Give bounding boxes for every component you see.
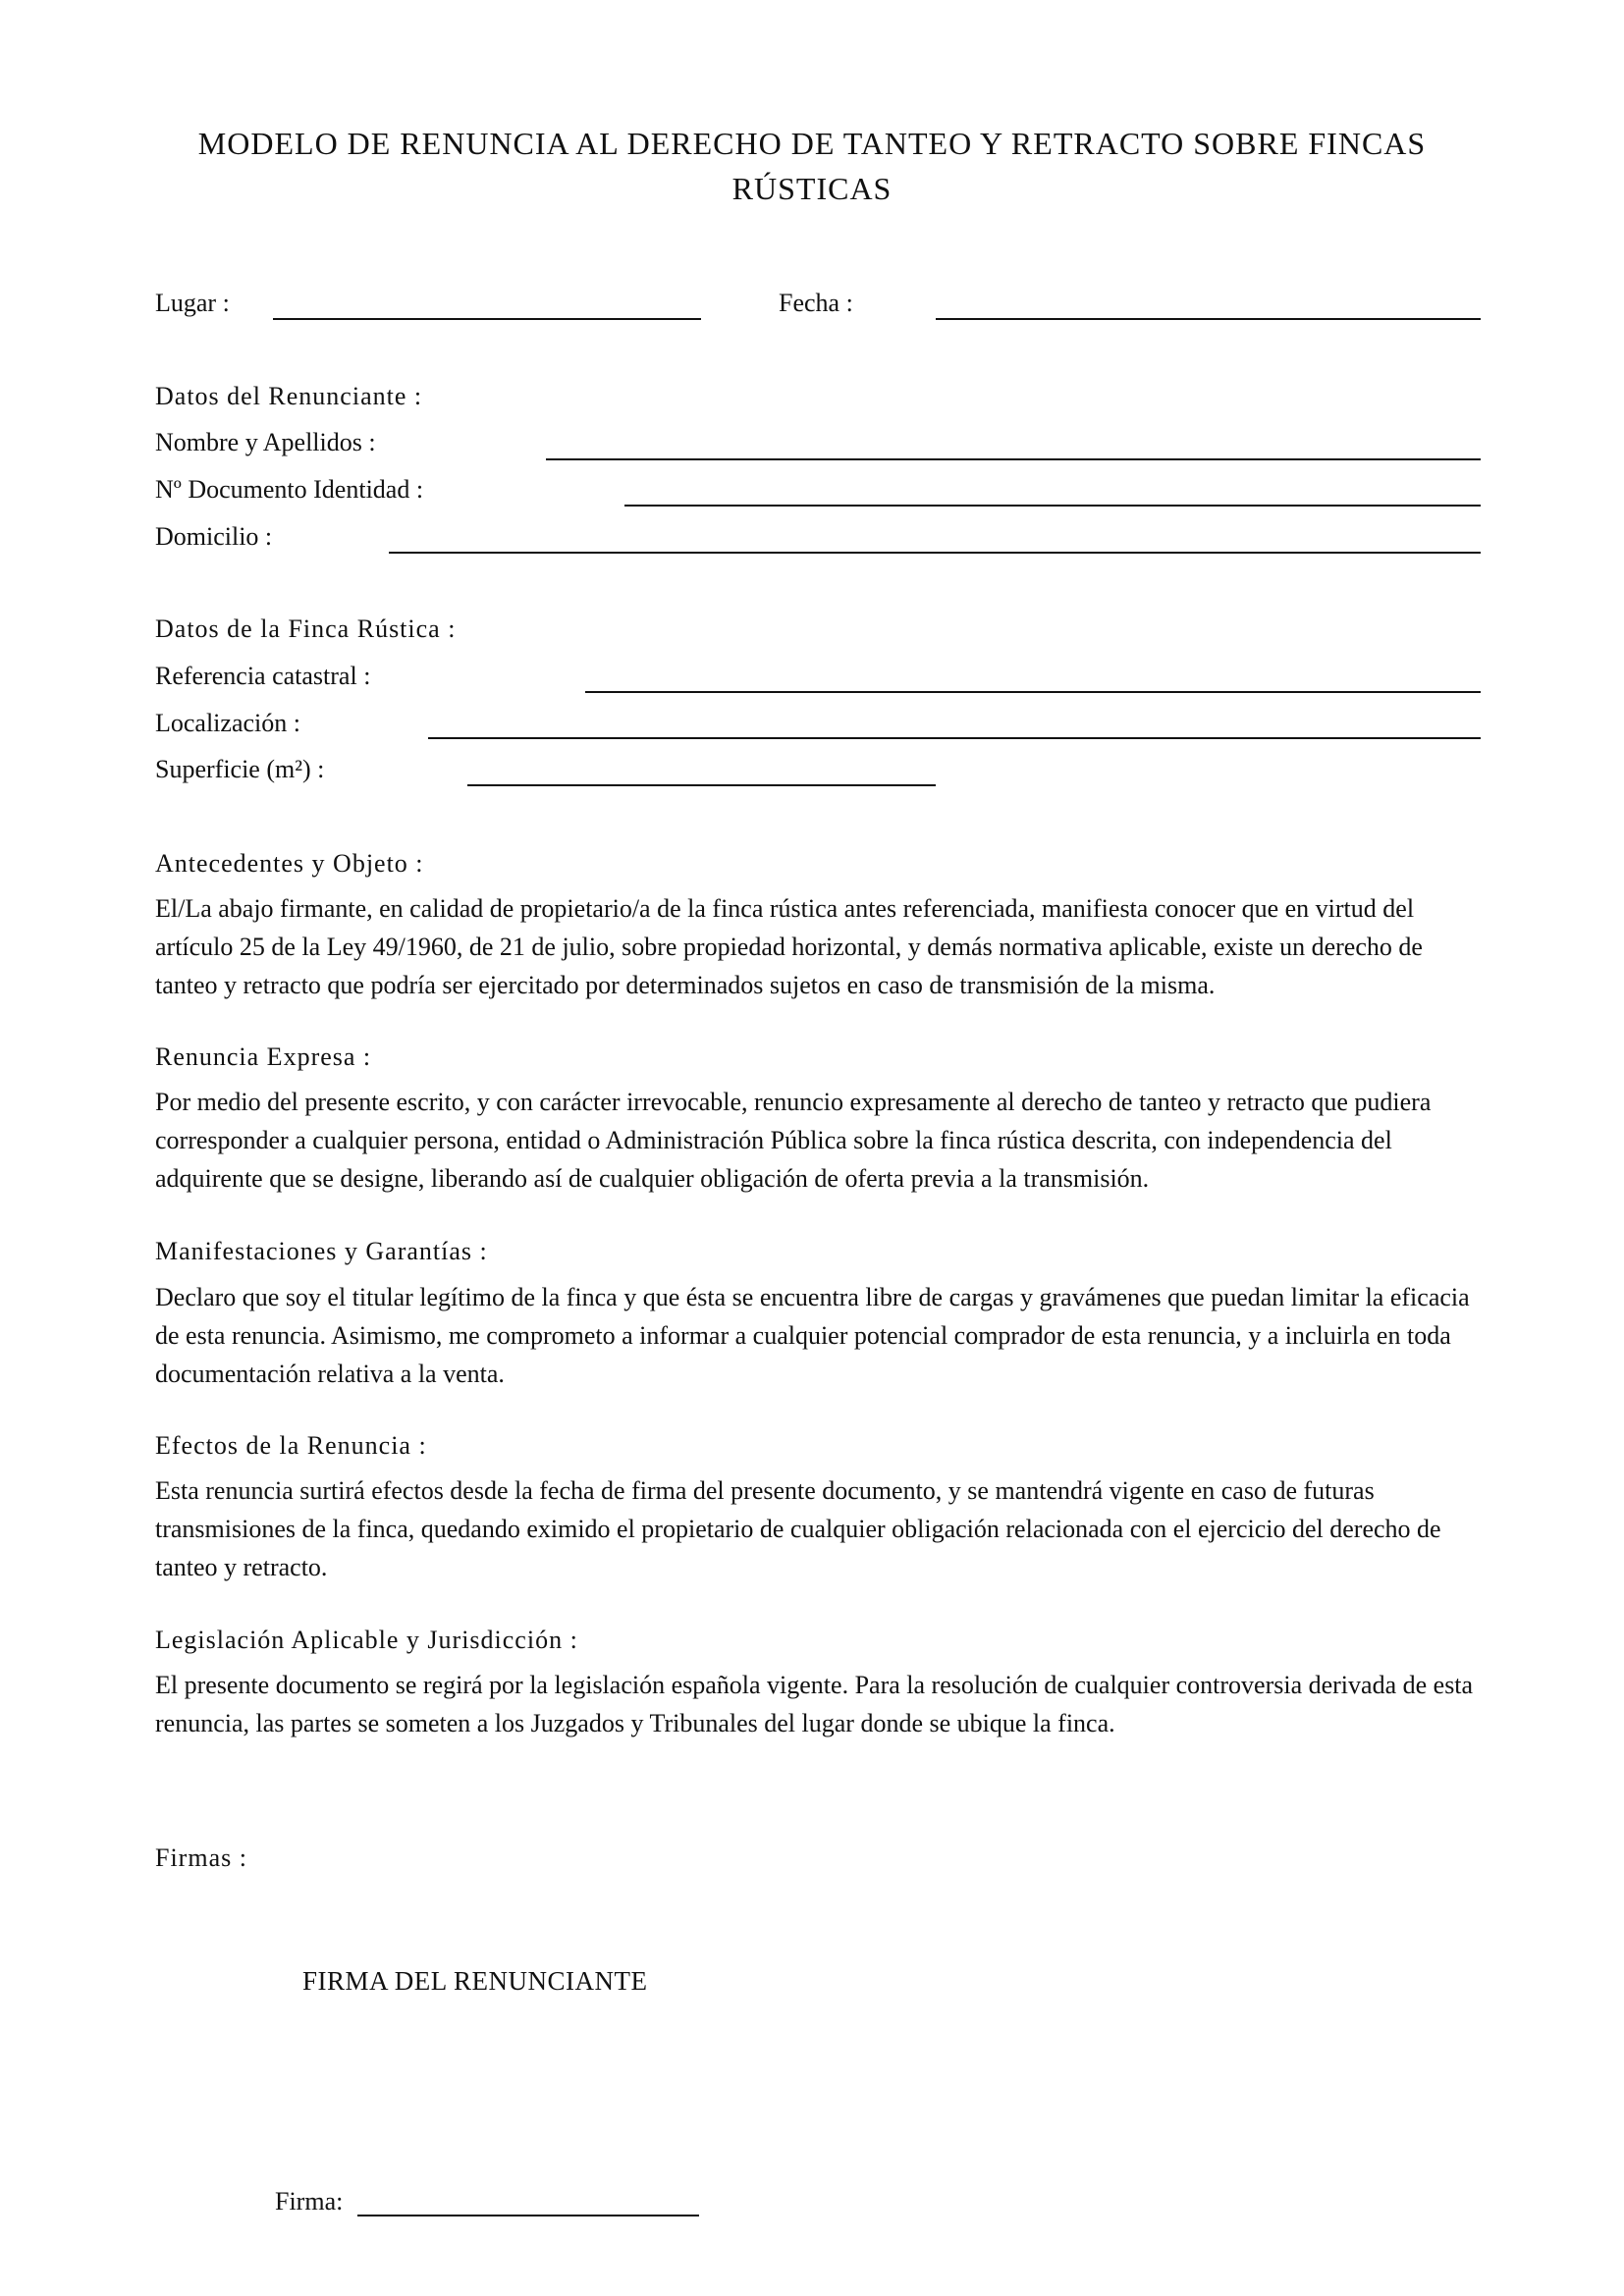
referencia-label: Referencia catastral : <box>155 662 371 690</box>
domicilio-field[interactable] <box>389 552 1481 554</box>
section-text-antecedentes: El/La abajo firmante, en calidad de propietario/a de la finca rústica antes referenciada, manifiesta conocer que en virtud del artículo 25 de la Ley 49/1960, de 21 de julio, sobre propiedad horizontal, y demás normativa aplicable, existe un derecho de tanteo y retracto que podría ser ejercitado por determinados sujetos en caso de transmisión de la misma. <box>155 894 1423 999</box>
localizacion-field[interactable] <box>428 737 1481 739</box>
document-title-line-2: RÚSTICAS <box>731 171 893 206</box>
fecha-field[interactable] <box>936 318 1481 320</box>
section-text-efectos: Esta renuncia surtirá efectos desde la fecha de firma del presente documento, y se mantendrá vigente en caso de futuras transmisiones de la finca, quedando eximido el propietario de cualquier obligación relacionada con el ejercicio del derecho de tanteo y retracto. <box>155 1476 1441 1581</box>
documento-label: Nº Documento Identidad : <box>155 475 424 504</box>
section-heading-legislacion: Legislación Aplicable y Jurisdicción : <box>155 1626 578 1654</box>
lugar-field[interactable] <box>273 318 701 320</box>
firma-field[interactable] <box>357 2215 699 2216</box>
lugar-label: Lugar : <box>155 289 230 317</box>
section-heading-antecedentes: Antecedentes y Objeto : <box>155 849 424 878</box>
referencia-field[interactable] <box>585 691 1481 693</box>
nombre-label: Nombre y Apellidos : <box>155 428 376 456</box>
fecha-label: Fecha : <box>779 289 853 317</box>
section-text-legislacion: El presente documento se regirá por la legislación española vigente. Para la resolución de cualquier controversia derivada de esta renuncia, las partes se someten a los Juzgados y Tribunales del lugar donde se ubique la finca. <box>155 1671 1474 1737</box>
renunciante-heading: Datos del Renunciante : <box>155 382 423 410</box>
section-heading-renuncia: Renuncia Expresa : <box>155 1042 372 1071</box>
firma-renunciante-label: FIRMA DEL RENUNCIANTE <box>302 1966 648 1996</box>
section-text-renuncia: Por medio del presente escrito, y con carácter irrevocable, renuncio expresamente al derecho de tanteo y retracto que pudiera corresponder a cualquier persona, entidad o Administración Pública sobre la finca rústica descrita, con independencia del adquirente que se designe, liberando así de cualquier obligación de oferta previa a la transmisión. <box>155 1088 1432 1193</box>
superficie-field[interactable] <box>467 784 936 786</box>
domicilio-label: Domicilio : <box>155 522 273 551</box>
section-heading-manifestaciones: Manifestaciones y Garantías : <box>155 1237 488 1265</box>
section-text-manifestaciones: Declaro que soy el titular legítimo de la finca y que ésta se encuentra libre de cargas y gravámenes que puedan limitar la eficacia de esta renuncia. Asimismo, me comprometo a informar a cualquier potencial comprador de esta renuncia, y a incluirla en toda documentación relativa a la venta. <box>155 1283 1470 1388</box>
firmas-heading: Firmas : <box>155 1843 247 1872</box>
section-heading-efectos: Efectos de la Renuncia : <box>155 1431 427 1460</box>
superficie-label: Superficie (m²) : <box>155 755 325 783</box>
firma-label: Firma: <box>275 2187 344 2216</box>
nombre-field[interactable] <box>546 458 1481 460</box>
finca-heading: Datos de la Finca Rústica : <box>155 614 457 643</box>
document-title-line-1: MODELO DE RENUNCIA AL DERECHO DE TANTEO Y RETRACTO SOBRE FINCAS <box>197 126 1427 161</box>
documento-field[interactable] <box>624 505 1481 507</box>
localizacion-label: Localización : <box>155 709 300 737</box>
